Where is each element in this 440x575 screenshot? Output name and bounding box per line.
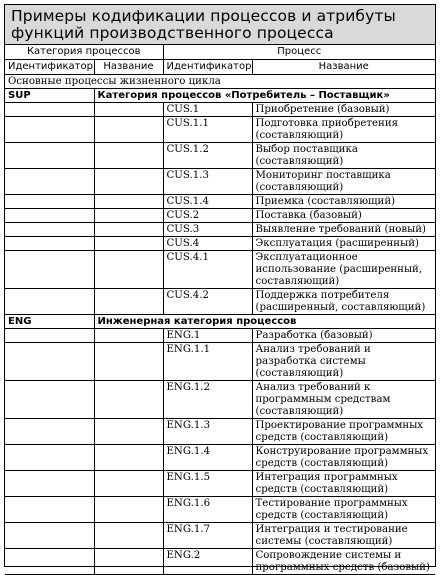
process-id: ENG.1.1 xyxy=(163,343,252,381)
category-id: ENG xyxy=(5,315,94,329)
table-row xyxy=(5,223,435,237)
process-name: Конструирование программных средств (составляющий) xyxy=(252,445,435,471)
process-name: Поддержка потребителя (расширенный, составляющий) xyxy=(252,289,435,315)
process-name: Анализ требований к программным средствам (составляющий) xyxy=(252,381,435,419)
process-id: CUS.4.2 xyxy=(163,289,252,315)
header-name-category: Название xyxy=(94,60,163,75)
table-row xyxy=(5,419,435,445)
empty-cell xyxy=(5,169,94,195)
empty-cell xyxy=(94,209,163,223)
empty-cell xyxy=(94,103,163,117)
process-name: Интеграция и тестирование системы (составляющий) xyxy=(252,523,435,549)
process-name: Подготовка приобретения (составляющий) xyxy=(252,117,435,143)
empty-cell xyxy=(94,169,163,195)
empty-cell xyxy=(5,117,94,143)
empty-cell xyxy=(5,343,94,381)
process-name: Выявление требований (новый) xyxy=(252,223,435,237)
table-row xyxy=(5,343,435,381)
process-id: ENG.2 xyxy=(163,549,252,575)
process-id: ENG.1.2 xyxy=(163,381,252,419)
empty-cell xyxy=(5,209,94,223)
process-id: CUS.2 xyxy=(163,209,252,223)
table-row xyxy=(5,117,435,143)
empty-cell xyxy=(94,523,163,549)
process-id: ENG.1.7 xyxy=(163,523,252,549)
empty-cell xyxy=(5,497,94,523)
table-row xyxy=(5,195,435,209)
process-name: Анализ требований и разработка системы (составляющий) xyxy=(252,343,435,381)
table-row xyxy=(5,471,435,497)
section-row xyxy=(5,75,435,89)
empty-cell xyxy=(94,329,163,343)
process-id: CUS.1.4 xyxy=(163,195,252,209)
process-name: Проектирование программных средств (составляющий) xyxy=(252,419,435,445)
process-id: CUS.1.2 xyxy=(163,143,252,169)
header-id-category: Идентификатор xyxy=(5,60,94,75)
empty-cell xyxy=(5,419,94,445)
table-row xyxy=(5,445,435,471)
empty-cell xyxy=(5,523,94,549)
category-name: Категория процессов «Потребитель – Поставщик» xyxy=(94,89,435,103)
empty-cell xyxy=(94,143,163,169)
page-title: Примеры кодификации процессов и атрибуты функций производственного процесса xyxy=(5,5,435,45)
category-row xyxy=(5,315,435,329)
table-row xyxy=(5,209,435,223)
process-name: Разработка (базовый) xyxy=(252,329,435,343)
empty-cell xyxy=(94,471,163,497)
table-row xyxy=(5,381,435,419)
empty-cell xyxy=(94,289,163,315)
process-id: ENG.1 xyxy=(163,329,252,343)
table-row xyxy=(5,289,435,315)
empty-cell xyxy=(5,223,94,237)
empty-cell xyxy=(5,143,94,169)
empty-cell xyxy=(5,195,94,209)
header-category: Категория процессов xyxy=(5,45,163,60)
category-row xyxy=(5,89,435,103)
process-id: ENG.1.4 xyxy=(163,445,252,471)
process-name: Мониторинг поставщика (составляющий) xyxy=(252,169,435,195)
empty-cell xyxy=(94,419,163,445)
empty-cell xyxy=(94,223,163,237)
empty-cell xyxy=(5,251,94,289)
process-id: ENG.1.3 xyxy=(163,419,252,445)
category-name: Инженерная категория процессов xyxy=(94,315,435,329)
process-name: Поставка (базовый) xyxy=(252,209,435,223)
process-name: Интеграция программных средств (составляющий) xyxy=(252,471,435,497)
process-name: Сопровождение системы и программных средств (базовый) xyxy=(252,549,435,575)
table-row xyxy=(5,143,435,169)
process-id: ENG.1.6 xyxy=(163,497,252,523)
table-row xyxy=(5,237,435,251)
process-name: Выбор поставщика (составляющий) xyxy=(252,143,435,169)
empty-cell xyxy=(94,381,163,419)
process-id: CUS.1 xyxy=(163,103,252,117)
process-name: Приемка (составляющий) xyxy=(252,195,435,209)
empty-cell xyxy=(5,381,94,419)
table-row xyxy=(5,103,435,117)
table-row xyxy=(5,251,435,289)
process-id: ENG.1.5 xyxy=(163,471,252,497)
empty-cell xyxy=(94,195,163,209)
empty-cell xyxy=(94,237,163,251)
process-name: Эксплуатационное использование (расширенный, составляющий) xyxy=(252,251,435,289)
process-name: Эксплуатация (расширенный) xyxy=(252,237,435,251)
empty-cell xyxy=(94,343,163,381)
empty-cell xyxy=(5,103,94,117)
table-row xyxy=(5,169,435,195)
empty-cell xyxy=(94,445,163,471)
process-name: Приобретение (базовый) xyxy=(252,103,435,117)
empty-cell xyxy=(94,497,163,523)
empty-cell xyxy=(5,329,94,343)
header-row-2 xyxy=(5,60,435,75)
document-page xyxy=(4,4,436,573)
process-id: CUS.4 xyxy=(163,237,252,251)
category-id: SUP xyxy=(5,89,94,103)
header-name-process: Название xyxy=(252,60,435,75)
table-row xyxy=(5,329,435,343)
process-id: CUS.1.1 xyxy=(163,117,252,143)
process-name: Тестирование программных средств (составляющий) xyxy=(252,497,435,523)
table-row xyxy=(5,523,435,549)
empty-cell xyxy=(94,251,163,289)
empty-cell xyxy=(5,289,94,315)
header-process: Процесс xyxy=(163,45,435,60)
process-id: CUS.4.1 xyxy=(163,251,252,289)
process-id: CUS.3 xyxy=(163,223,252,237)
header-id-process: Идентификатор xyxy=(163,60,252,75)
process-id: CUS.1.3 xyxy=(163,169,252,195)
empty-cell xyxy=(5,445,94,471)
header-row-1 xyxy=(5,45,435,60)
section-title: Основные процессы жизненного цикла xyxy=(5,75,435,89)
empty-cell xyxy=(5,237,94,251)
empty-cell xyxy=(94,117,163,143)
process-table xyxy=(5,45,435,575)
table-row xyxy=(5,497,435,523)
empty-cell xyxy=(5,471,94,497)
